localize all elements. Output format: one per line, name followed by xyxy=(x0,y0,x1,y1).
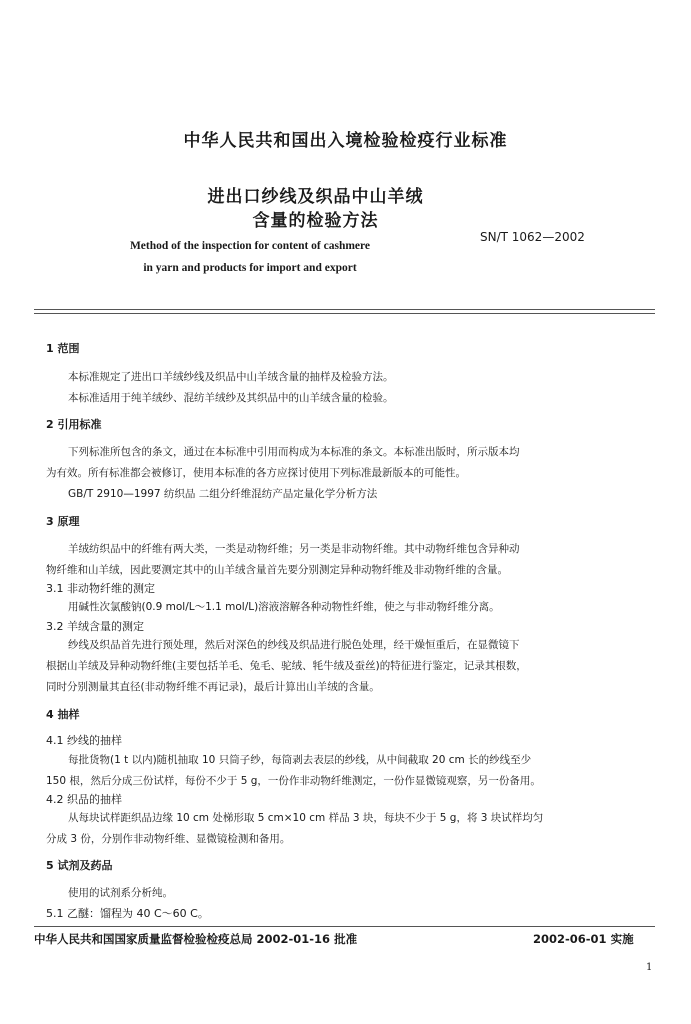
section-2-heading: 2 引用标准 xyxy=(46,418,102,431)
header-divider-top xyxy=(34,309,655,310)
section-4-1-heading: 4.1 纱线的抽样 xyxy=(46,734,122,747)
section-5-1-item: 5.1 乙醚：馏程为 40 C～60 C。 xyxy=(46,907,209,920)
section-3-2-line-3: 同时分别测量其直径(非动物纤维不再记录)，最后计算出山羊绒的含量。 xyxy=(46,681,380,693)
section-4-2-heading: 4.2 织品的抽样 xyxy=(46,793,122,806)
header-divider-bottom xyxy=(34,313,655,314)
section-3-para-line-2: 物纤维和山羊绒，因此要测定其中的山羊绒含量首先要分别测定异种动物纤维及非动物纤维的含量。 xyxy=(46,564,508,576)
english-title-line-1: Method of the inspection for content of cashmere xyxy=(129,240,371,252)
section-5-para: 使用的试剂系分析纯。 xyxy=(68,887,173,899)
section-4-2-line-2: 分成 3 份，分别作非动物纤维、显微镜检测和备用。 xyxy=(46,833,291,845)
page-number: 1 xyxy=(646,962,653,973)
title-line-1: 进出口纱线及织品中山羊绒 xyxy=(207,187,424,207)
section-3-heading: 3 原理 xyxy=(46,515,80,528)
section-4-heading: 4 抽样 xyxy=(46,708,80,721)
section-2-para-line-2: 为有效。所有标准都会被修订，使用本标准的各方应探讨使用下列标准最新版本的可能性。 xyxy=(46,467,466,479)
section-3-2-heading: 3.2 羊绒含量的测定 xyxy=(46,620,144,633)
section-5-heading: 5 试剂及药品 xyxy=(46,859,113,872)
section-3-1-heading: 3.1 非动物纤维的测定 xyxy=(46,582,155,595)
section-3-para-line-1: 羊绒纺织品中的纤维有两大类，一类是动物纤维；另一类是非动物纤维。其中动物纤维包含异种动 xyxy=(68,543,520,555)
effective-date: 2002-06-01 实施 xyxy=(533,932,634,946)
english-title-line-2: in yarn and products for import and export xyxy=(143,262,357,274)
section-1-para-2: 本标准适用于纯羊绒纱、混纺羊绒纱及其织品中的山羊绒含量的检验。 xyxy=(68,392,394,404)
section-3-2-line-2: 根据山羊绒及异种动物纤维(主要包括羊毛、兔毛、驼绒、牦牛绒及蚕丝)的特征进行鉴定，记录其根数， xyxy=(46,660,527,672)
standard-type-header: 中华人民共和国出入境检验检疫行业标准 xyxy=(183,131,508,151)
section-4-1-line-2: 150 根，然后分成三份试样，每份不少于 5 g，一份作非动物纤维测定，一份作显微镜观察，另一份备用。 xyxy=(46,775,541,787)
section-3-2-line-1: 纱线及织品首先进行预处理，然后对深色的纱线及织品进行脱色处理，经干燥恒重后，在显微镜下 xyxy=(68,639,520,651)
section-4-2-line-1: 从每块试样距织品边缘 10 cm 处梯形取 5 cm×10 cm 样品 3 块，每块不少于 5 g，将 3 块试样均匀 xyxy=(68,812,544,824)
footer-divider xyxy=(34,926,655,927)
section-1-heading: 1 范围 xyxy=(46,342,80,355)
reference-standard: GB/T 2910—1997 纺织品 二组分纤维混纺产品定量化学分析方法 xyxy=(68,488,378,500)
approval-issuer: 中华人民共和国国家质量监督检验检疫总局 2002-01-16 批准 xyxy=(34,932,358,946)
title-line-2: 含量的检验方法 xyxy=(252,211,379,231)
section-3-1-text: 用碱性次氯酸钠(0.9 mol/L～1.1 mol/L)溶液溶解各种动物性纤维，使之与非动物纤维分离。 xyxy=(68,601,500,613)
standard-code: SN/T 1062—2002 xyxy=(480,230,585,244)
section-2-para-line-1: 下列标准所包含的条文，通过在本标准中引用而构成为本标准的条文。本标准出版时，所示版本均 xyxy=(68,446,520,458)
section-4-1-line-1: 每批货物(1 t 以内)随机抽取 10 只筒子纱，每筒剥去表层的纱线，从中间截取 20 cm 长的纱线至少 xyxy=(68,754,532,766)
section-1-para-1: 本标准规定了进出口羊绒纱线及织品中山羊绒含量的抽样及检验方法。 xyxy=(68,371,394,383)
